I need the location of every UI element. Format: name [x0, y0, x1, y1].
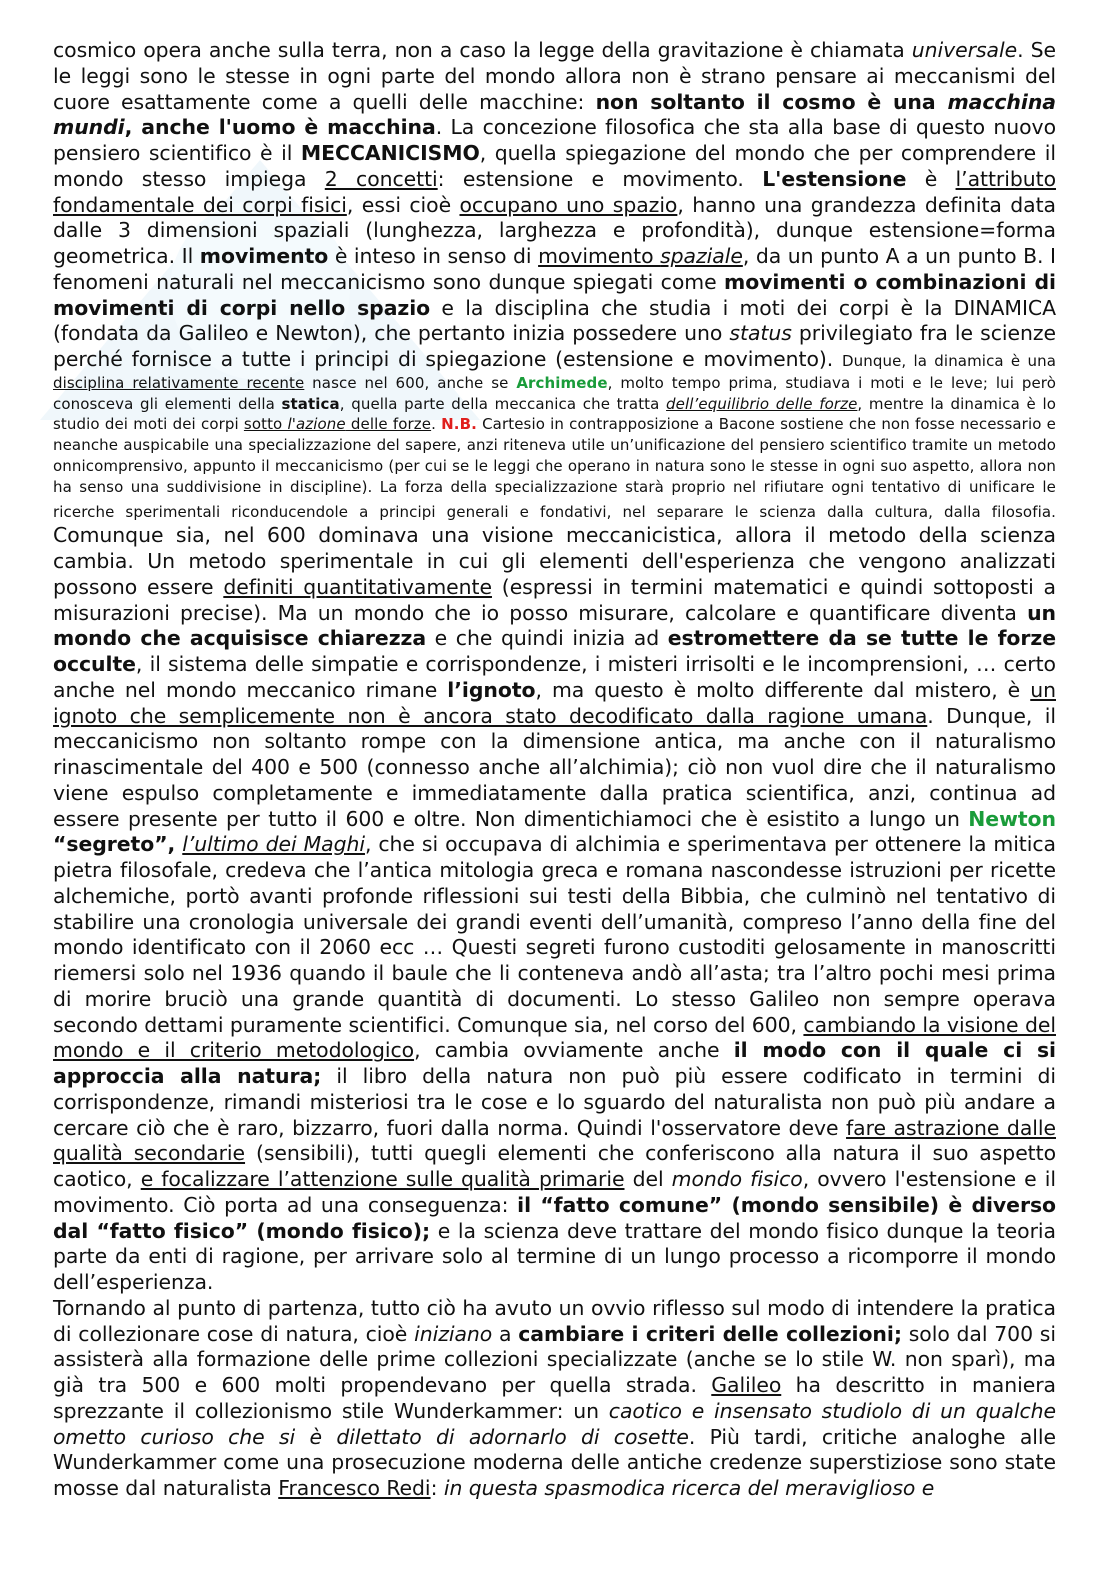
text-run: MECCANICISMO — [300, 141, 480, 165]
text-run: , essi cioè — [346, 192, 460, 217]
text-run: N.B. — [441, 415, 477, 434]
text-run: . Più tardi, critiche analoghe alle Wunderkammer come una prosecuzione moderna delle antiche credenze superstiziose sono state mosse dal naturalista — [53, 1424, 1056, 1501]
text-run: . — [431, 415, 442, 434]
text-run: occupano uno spazio — [459, 192, 678, 217]
collections-block — [53, 1296, 1056, 1500]
document-page — [53, 38, 1056, 1502]
text-run: Tornando al punto di partenza, tutto ciò ha avuto un ovvio riflesso sul modo di intendere la pratica di collezionare cose di natura, cioè — [53, 1295, 1056, 1346]
text-run: Galileo — [711, 1373, 782, 1398]
text-run: , mentre la dinamica è lo studio dei moti dei corpi — [53, 394, 1056, 434]
text-run: sotto — [243, 415, 288, 434]
text-run: non soltanto il cosmo è una — [595, 89, 948, 114]
text-run: Francesco Redi — [278, 1476, 431, 1501]
text-run: definiti quantitativamente — [223, 574, 492, 599]
text-run: . Se le leggi sono le stesse in ogni parte del mondo allora non è strano pensare ai meccanismi del cuore esattamente come a quelli delle macchine: — [53, 38, 1056, 114]
text-run: e focalizzare l’attenzione sulle qualità primarie — [140, 1167, 625, 1192]
text-run: l’ultimo dei Maghi — [182, 832, 365, 857]
mechanism-block — [53, 38, 1056, 371]
text-run: movimento — [538, 244, 661, 268]
text-run: (espressi in termini matematici e quindi sottoposti a misurazioni precise). Ma un mondo che io posso misurare, calcolare e quantificare diventa — [53, 574, 1056, 625]
text-run: , che si occupava di alchimia e sperimentava per ottenere la mitica pietra filosofale, credeva che l’antica mitologia greca e romana nascondesse istruzioni per ricette alchemiche, portò avanti profonde riflessioni sui testi della Bibbia, che culminò nel tentativo di stabilire una cronologia universale dei grandi eventi dell’umanità, compreso l’anno della fine del mondo identificato con il 2060 ecc … Questi segreti furono custoditi gelosamente in manoscritti riemersi solo nel 1936 quando il baule che li conteneva andò all’asta; tra l’altro pochi mesi prima di morire bruciò una grande quantità di documenti. Lo stesso Galileo non sempre operava secondo dettami puramente scientifici. Comunque sia, nel corso del 600, — [53, 832, 1056, 1037]
text-run: fare astrazione dalle qualità secondarie — [53, 1115, 1056, 1166]
text-run: : — [430, 1476, 444, 1501]
text-run: , il sistema delle simpatie e corrispondenze, i misteri irrisolti e le incomprensioni, … certo anche nel mondo meccanico rimane — [53, 652, 1056, 702]
text-run: 2 concetti — [324, 166, 438, 191]
text-run: , quella spiegazione del mondo che per comprendere il mondo stesso impiega — [53, 141, 1056, 191]
text-run: Newton — [968, 806, 1056, 831]
text-run: movimenti o combinazioni di movimenti di corpi nello spazio — [53, 269, 1056, 320]
text-run: solo dal 700 si assisterà alla formazione delle prime collezioni specializzate (anche se lo stile W. non sparì), ma già tra 500 e 600 molti propendevano per quella strada. — [53, 1321, 1056, 1398]
text-run: L'estensione — [762, 166, 907, 191]
text-run: ha descritto in maniera sprezzante il collezionismo stile Wunderkammer: un — [53, 1373, 1056, 1423]
text-run: è — [906, 166, 956, 191]
text-run: Cartesio in contrapposizione a Bacone sostiene che non fosse necessario e neanche auspicabile una specializzazione del sapere, anzi riteneva utile un’unificazione del pensiero scientifico tramite un metodo onnicomprensivo, appunto il meccanicismo (per cui se le leggi che operano in natura sono le stesse in ogni suo aspetto, allora non ha senso una suddivisione in discipline). La forza della specializzazione starà proprio nel rifiutare ogni tentativo di unificare le ricerche sperimentali riconducendole a principi generali e fondativi, nel separare le scienza dalla cultura, dalla filosofia. — [53, 415, 1056, 521]
text-run: e la disciplina che studia i moti dei corpi è la DINAMICA (fondata da Galileo e Newton), che pertanto inizia possedere uno — [53, 295, 1056, 346]
text-run: , hanno una grandezza definita data dalle 3 dimensioni spaziali (lunghezza, larghezza e profondità), dunque estensione=forma geometrica. Il — [53, 192, 1056, 268]
text-run: universale — [911, 38, 1018, 62]
text-run: estromettere da se tutte le forze occulte — [53, 626, 1056, 677]
text-run: statica — [281, 394, 340, 413]
text-run: l’attributo fondamentale dei corpi fisici — [53, 166, 1057, 217]
text-run: status — [729, 321, 792, 346]
text-run: è inteso in senso di — [328, 244, 539, 268]
paragraph-2 — [53, 1296, 1056, 1502]
text-run: Dunque, la dinamica è una — [842, 352, 1056, 370]
text-run: (sensibili), tutti quegli elementi che conferiscono alla natura il suo aspetto caotico, — [53, 1141, 1056, 1192]
text-run: , quella parte della meccanica che tratta — [339, 394, 667, 413]
text-run: “segreto”, — [53, 832, 176, 857]
text-run: caotico e insensato studiolo di un qualche ometto curioso che si è dilettato di adornarlo di cosette — [53, 1398, 1056, 1449]
text-run: a — [492, 1321, 519, 1346]
text-run: , anche l'uomo è macchina — [124, 115, 436, 140]
text-run: , cambia ovviamente anche — [414, 1038, 734, 1063]
paragraph-1 — [53, 38, 1056, 1296]
text-run: , ovvero l'estensione e il movimento. Ciò porta ad una conseguenza: — [53, 1167, 1056, 1217]
text-run: un mondo che acquisisce chiarezza — [53, 600, 1056, 651]
text-run: l'azione — [287, 415, 346, 434]
text-run: l’ignoto — [447, 677, 536, 702]
text-run: iniziano — [414, 1321, 493, 1346]
text-run: il “fatto comune” (mondo sensibile) è diverso dal “fatto fisico” (mondo fisico); — [53, 1192, 1057, 1243]
text-run: movimento — [199, 244, 329, 268]
text-run: cosmico opera anche sulla terra, non a caso la legge della gravitazione è chiamata — [53, 38, 912, 62]
text-run: e la scienza deve trattare del mondo fisico dunque la teoria parte da enti di ragione, per arrivare solo al termine di un lungo processo a ricomporre il mondo dell’esperienza. — [53, 1218, 1056, 1295]
text-run: , ma questo è molto differente dal mistero, è — [535, 677, 1031, 702]
text-run: dell’equilibrio delle forze — [666, 394, 858, 413]
text-run: spaziale — [660, 244, 743, 268]
text-run: . La concezione filosofica che sta alla base di questo nuovo pensiero scientifico è il — [53, 115, 1056, 165]
text-run: nasce nel 600, anche se — [304, 373, 517, 392]
text-run: , da un punto A a un punto B. I fenomeni naturali nel meccanicismo sono dunque spiegati come — [53, 244, 1057, 294]
text-run: , molto tempo prima, studiava i moti e le leve; lui però conosceva gli elementi della — [53, 373, 1057, 413]
text-run: cambiare i criteri delle collezioni; — [518, 1321, 902, 1346]
text-run: il libro della natura non può più essere codificato in termini di corrispondenze, rimandi misteriosi tra le cose e lo sguardo del naturalista non può più andare a cercare ciò che è raro, bizzarro, fuori dalla norma. Quindi l'osservatore deve — [53, 1064, 1056, 1140]
text-run: del — [624, 1167, 672, 1192]
text-run: : estensione e movimento. — [437, 166, 763, 191]
text-run: un ignoto che semplicemente non è ancora stato decodificato dalla ragione umana — [53, 677, 1056, 728]
text-run: in questa spasmodica ricerca del meraviglioso e — [443, 1476, 935, 1501]
text-run: delle forze — [345, 415, 432, 434]
text-run: disciplina relativamente recente — [53, 373, 305, 392]
text-run: . Dunque, il meccanicismo non soltanto rompe con la dimensione antica, ma anche con il naturalismo rinascimentale del 400 e 500 (connesso anche all’alchimia); ciò non vuol dire che il naturalismo viene espulso completamente e immediatamente dalla pratica scientifica, anzi, continua ad essere presente per tutto il 600 e oltre. Non dimentichiamoci che è esistito a lungo un — [53, 703, 1056, 831]
text-run: cambiando la visione del mondo e il criterio metodologico — [53, 1012, 1056, 1063]
dynamics-note-block — [53, 352, 1056, 521]
text-run: Comunque sia, nel 600 dominava una visione meccanicistica, allora il metodo della scienza cambia. Un metodo sperimentale in cui gli elementi dell'esperienza che vengono analizzati possono essere — [53, 523, 1056, 599]
text-run: privilegiato fra le scienze perché fornisce a tutte i principi di spiegazione (estensione e movimento). — [53, 321, 1056, 371]
text-run: e che quindi inizia ad — [426, 626, 668, 651]
text-run: il modo con il quale ci si approccia alla natura; — [53, 1038, 1056, 1089]
experimental-method-block — [53, 523, 1056, 1294]
text-run: macchina mundi — [53, 89, 1056, 140]
text-run: mondo fisico — [671, 1167, 803, 1192]
text-run: Archimede — [516, 373, 608, 392]
